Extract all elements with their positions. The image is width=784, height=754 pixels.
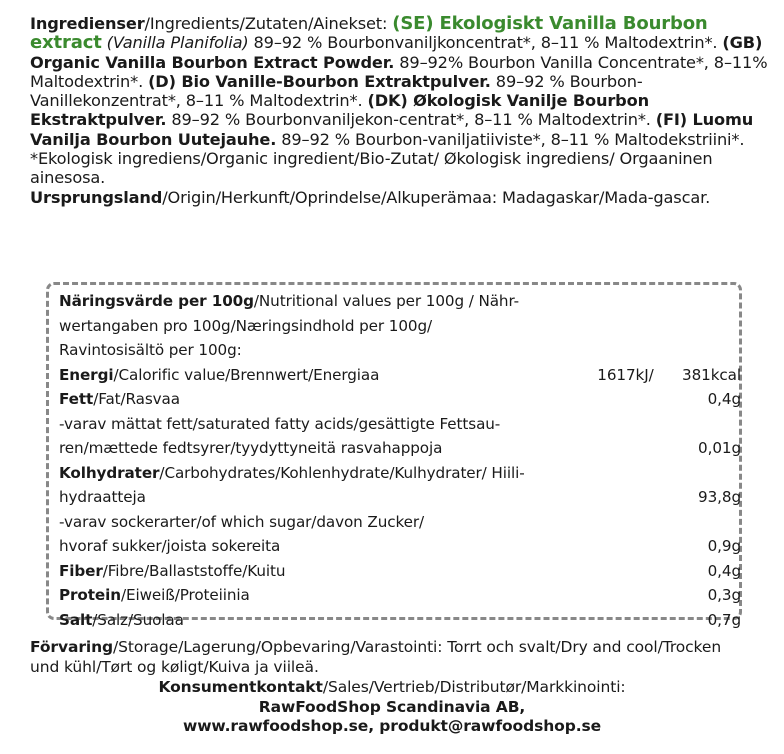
table-row <box>59 510 741 535</box>
storage-info <box>30 638 750 677</box>
contact-info <box>0 678 784 737</box>
energy-kj: 1617kJ/ <box>597 365 654 384</box>
fat-label: Fett <box>59 390 94 409</box>
salt-label-rest: /Salz/Suolaa <box>92 610 184 629</box>
ingredients-heading: Ingredienser <box>30 14 145 33</box>
fat-value: 0,4g <box>707 390 741 409</box>
storage-text: /Storage/Lagerung/Opbevaring/Varastointi: Torrt och svalt/Dry and cool/Trocken und kühl/Tørt og køligt/Kuiva ja viileä. <box>30 638 722 676</box>
ingredients-de: 89–92 % Bourbon-Vanillekonzentrat*, 8–11 % Maltodextrin*. <box>30 71 643 111</box>
table-row <box>59 461 741 486</box>
sugar-value: 0,9g <box>707 537 741 556</box>
origin-heading: Ursprungsland <box>30 187 163 207</box>
product-name-se: (SE) Ekologiskt Vanilla Bourbon extract <box>30 13 708 54</box>
carb-label-line2: hydraatteja <box>59 488 146 507</box>
table-row <box>59 608 741 633</box>
table-row <box>59 314 741 339</box>
contact-heading: Konsumentkontakt <box>158 678 323 696</box>
table-row <box>59 363 741 388</box>
table-row <box>59 338 741 363</box>
nutrition-heading-line2: wertangaben pro 100g/Næringsindhold per 100g/ <box>59 316 433 335</box>
protein-label: Protein <box>59 586 121 605</box>
nutrition-heading-line3: Ravintosisältö per 100g: <box>59 341 242 360</box>
ingredients-block <box>30 14 768 207</box>
latin-name: (Vanilla Planifolia) <box>101 33 249 53</box>
energy-kcal: 381kcal <box>682 365 741 384</box>
table-row <box>59 289 741 314</box>
ingredients-gb: 89–92% Bourbon Vanilla Concentrate*, 8–11% Maltodextrin*. <box>30 52 768 91</box>
fiber-value: 0,4g <box>707 561 741 580</box>
carb-label-rest: /Carbohydrates/Kohlenhydrate/Kulhydrater/ Hiili- <box>159 463 525 482</box>
saturated-value: 0,01g <box>698 439 741 458</box>
fat-label-rest: /Fat/Rasvaa <box>93 390 180 409</box>
saturated-label-line1: -varav mättat fett/saturated fatty acids/gesättigte Fettsau- <box>59 414 501 433</box>
saturated-label-line2: ren/mættede fedtsyrer/tyydyttyneitä rasvahappoja <box>59 439 443 458</box>
table-row <box>59 436 741 461</box>
web-email: www.rawfoodshop.se, produkt@rawfoodshop.se <box>182 717 602 735</box>
carb-label: Kolhydrater <box>59 463 160 482</box>
ingredients-se: 89–92 % Bourbonvaniljkoncentrat*, 8–11 % Maltodextrin*. <box>248 33 723 53</box>
sugar-label-line1: -varav sockerarter/of which sugar/davon Zucker/ <box>59 512 425 531</box>
fiber-label: Fiber <box>59 561 103 580</box>
table-row <box>59 412 741 437</box>
contact-roles: /Sales/Vertrieb/Distributør/Markkinointi: <box>322 678 626 696</box>
sugar-label-line2: hvoraf sukker/joista sokereita <box>59 537 281 556</box>
protein-label-rest: /Eiweiß/Proteiinia <box>120 586 250 605</box>
table-row <box>59 559 741 584</box>
fiber-label-rest: /Fibre/Ballaststoffe/Kuitu <box>102 561 286 580</box>
ingredients-languages: /Ingredients/Zutaten/Ainekset: <box>144 14 393 33</box>
origin-text: /Origin/Herkunft/Oprindelse/Alkuperämaa: Madagaskar/Mada-gascar. <box>162 187 711 207</box>
table-row <box>59 534 741 559</box>
company-name: RawFoodShop Scandinavia AB, <box>258 697 526 716</box>
carb-value: 93,8g <box>698 488 741 507</box>
ingredients-fi: 89–92 % Bourbon-vaniljatiiviste*, 8–11 % Maltodekstriini*. <box>276 129 745 149</box>
product-name-gb: (GB) Organic Vanilla Bourbon Extract Powder. <box>30 33 763 72</box>
nutrition-table <box>59 289 741 632</box>
table-row <box>59 485 741 510</box>
product-name-fi: (FI) Luomu Vanilja Bourbon Uutejauhe. <box>30 110 754 149</box>
salt-value: 0,7g <box>707 610 741 629</box>
table-row <box>59 583 741 608</box>
organic-note: *Ekologisk ingrediens/Organic ingredient/Bio-Zutat/ Økologisk ingrediens/ Orgaaninen ainesosa. <box>30 149 713 188</box>
salt-label: Salt <box>59 610 93 629</box>
ingredients-dk: 89–92 % Bourbonvaniljekon-centrat*, 8–11 % Maltodextrin*. <box>166 110 656 130</box>
protein-value: 0,3g <box>707 586 741 605</box>
nutrition-box <box>46 282 742 629</box>
nutrition-heading-rest: /Nutritional values per 100g / Nähr- <box>253 292 520 311</box>
nutrition-heading: Näringsvärde per 100g <box>59 292 254 311</box>
product-name-de: (D) Bio Vanille-Bourbon Extraktpulver. <box>148 71 491 91</box>
energy-label: Energi <box>59 365 114 384</box>
product-name-dk: (DK) Økologisk Vanilje Bourbon Ekstraktpulver. <box>30 91 649 130</box>
energy-label-rest: /Calorific value/Brennwert/Energiaa <box>113 365 380 384</box>
storage-heading: Förvaring <box>30 638 114 656</box>
table-row <box>59 387 741 412</box>
